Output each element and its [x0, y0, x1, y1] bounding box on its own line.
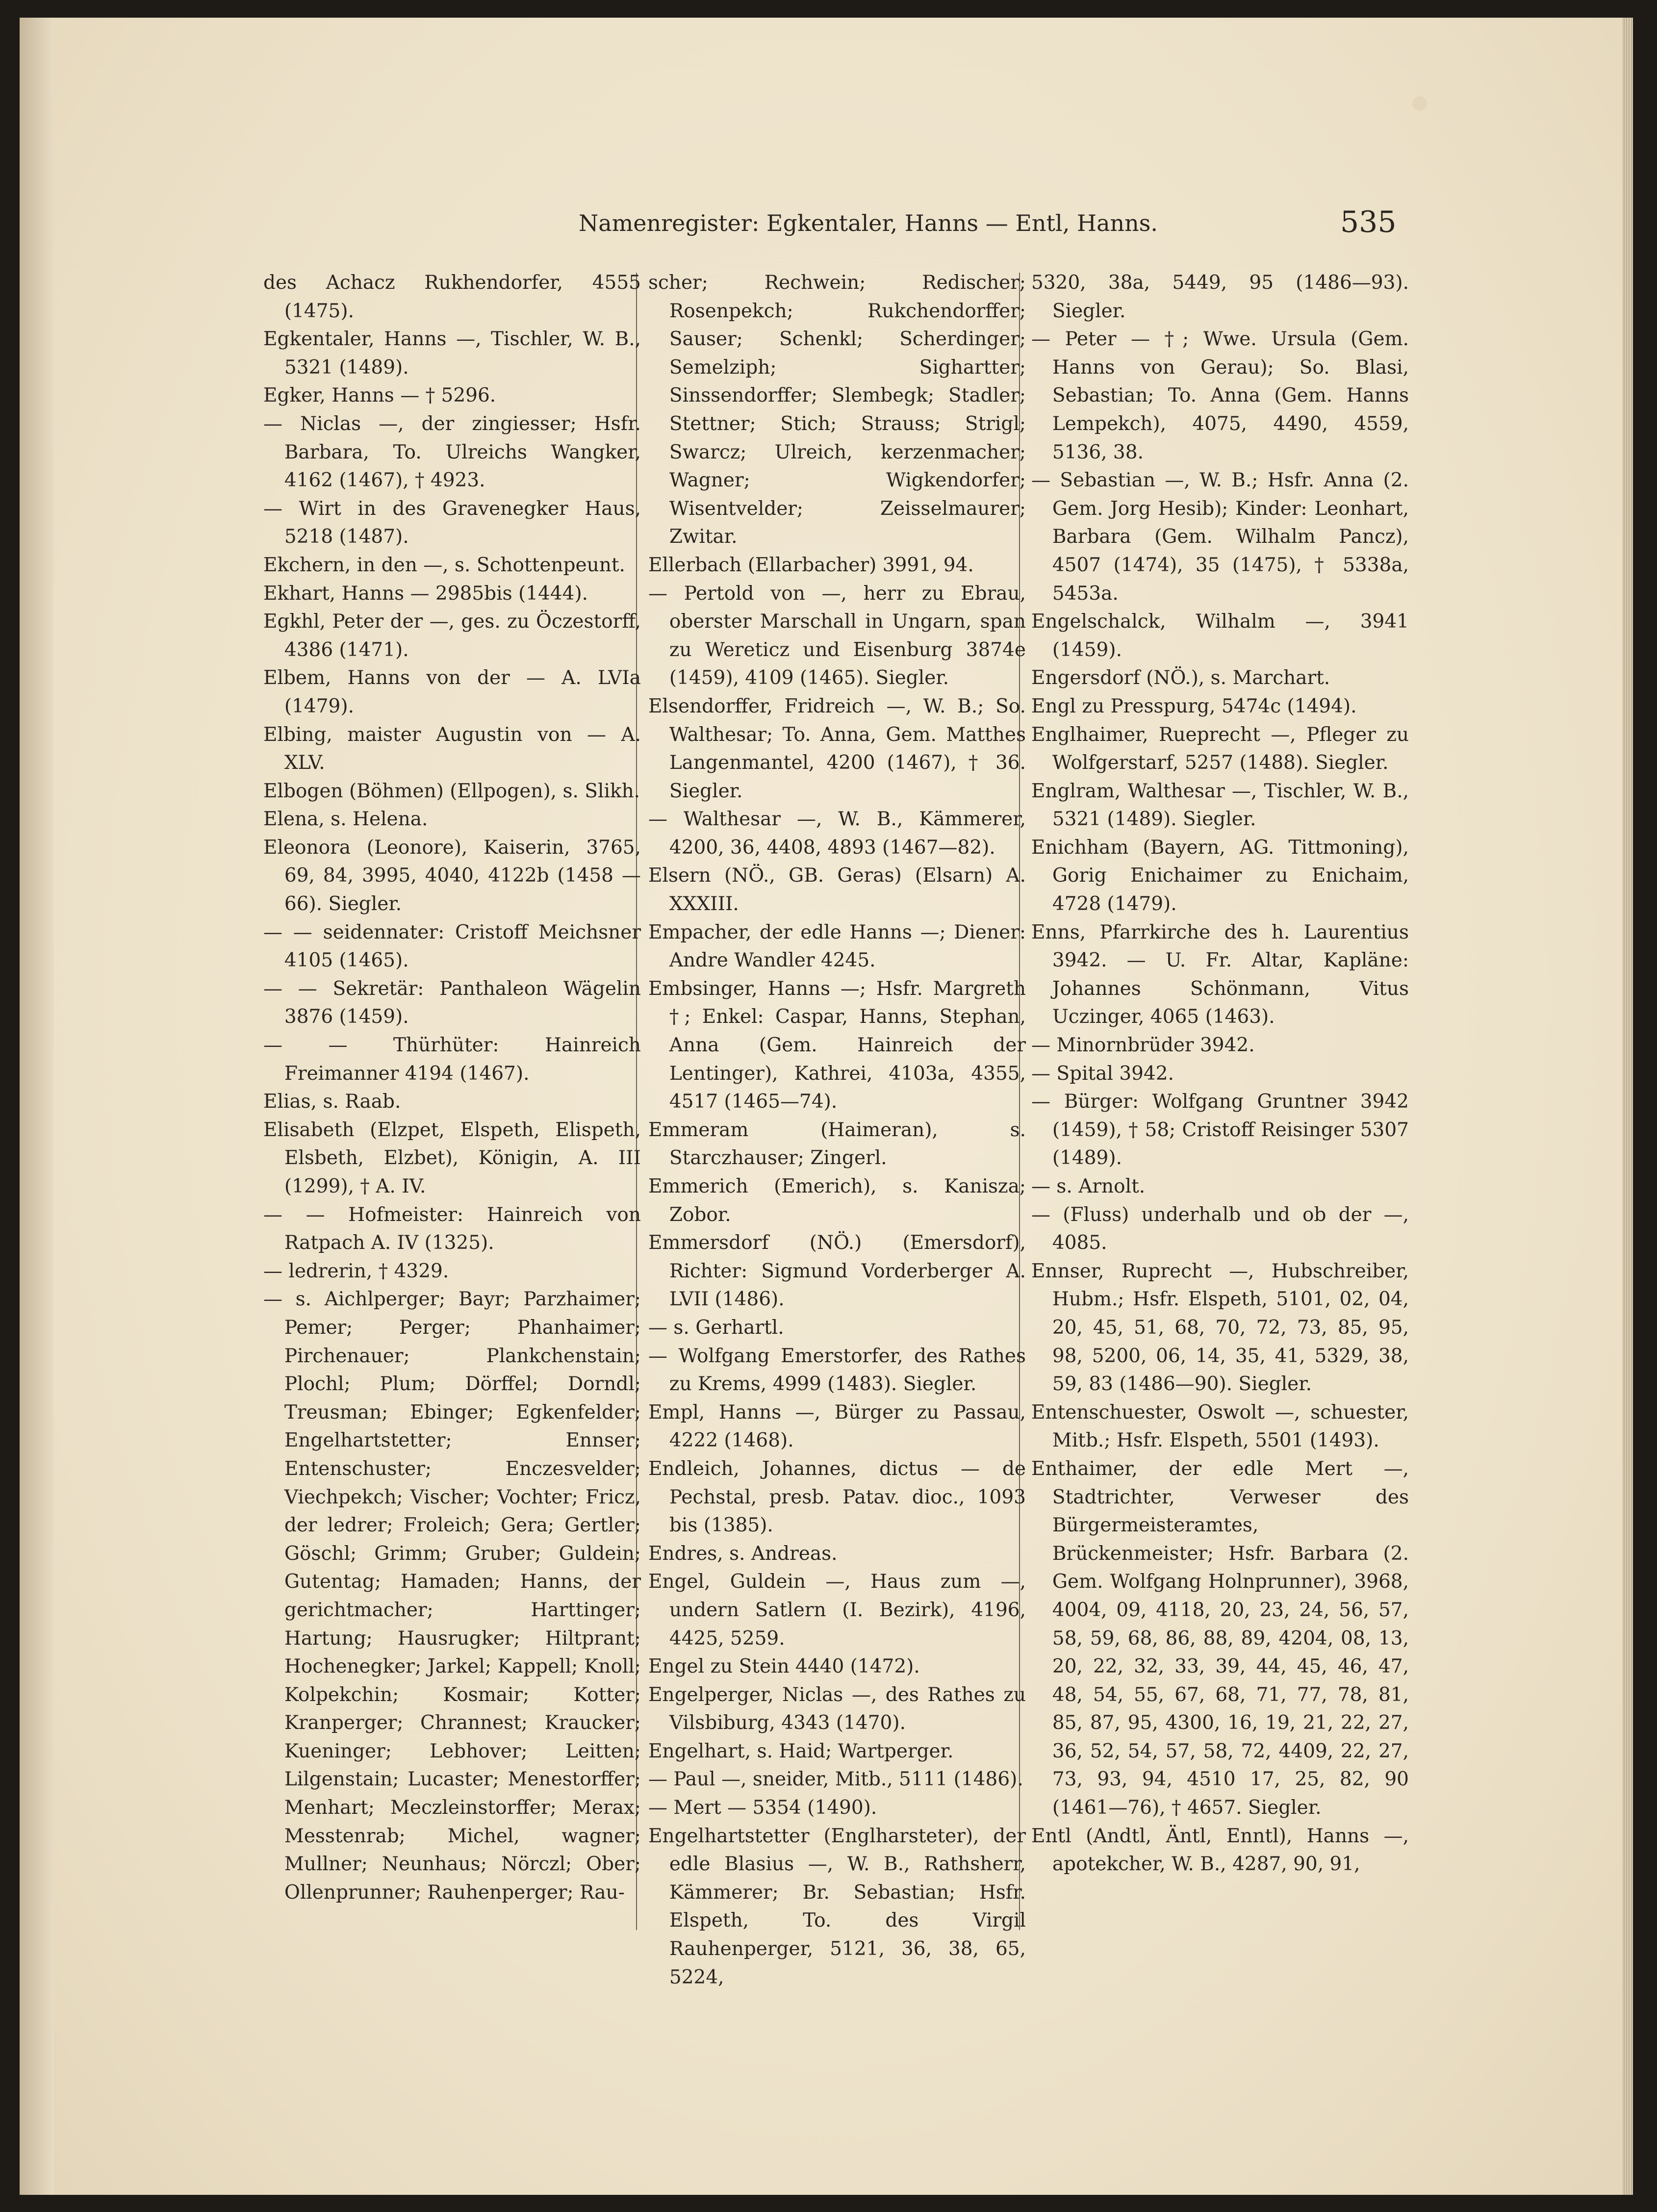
index-entry: — Wolfgang Emerstorfer, des Rathes zu Krems, 4999 (1483). Siegler. — [648, 1345, 1026, 1396]
index-entry: — Wirt in des Gravenegker Haus, 5218 (1487). — [263, 497, 641, 548]
index-entry: Engelhart, s. Haid; Wartperger. — [648, 1740, 954, 1762]
page-gutter — [20, 18, 54, 2195]
page-number: 535 — [1340, 205, 1397, 239]
index-entry: Elisabeth (Elzpet, Elspeth, Elispeth, Elsbeth, Elzbet), Königin, A. III (1299), † A. IV. — [263, 1119, 641, 1197]
page-fore-edge — [1622, 18, 1633, 2195]
index-entry: — Paul —, sneider, Mitb., 5111 (1486). — [648, 1768, 1023, 1791]
index-entry: — Bürger: Wolfgang Gruntner 3942 (1459), † 58; Cristoff Reisinger 5307 (1489). — [1031, 1091, 1409, 1170]
index-entry: Engelhartstetter (Englharsteter), der edle Blasius —, W. B., Rathsherr, Kämmerer; Br. Sebastian; Hsfr. Elspeth, To. des Virgil Rauhenperger, 5121, 36, 38, 65, 5224, — [648, 1825, 1026, 1988]
index-entry: Elbem, Hanns von der — A. LVIa (1479). — [263, 667, 641, 717]
index-entry: Engelschalck, Wilhalm —, 3941 (1459). — [1031, 610, 1409, 661]
index-entry: Elbing, maister Augustin von — A. XLV. — [263, 723, 641, 774]
index-entry: — — Hofmeister: Hainreich von Ratpach A. IV (1325). — [263, 1203, 641, 1254]
index-entry: — ledrerin, † 4329. — [263, 1260, 449, 1282]
index-entry: Eleonora (Leonore), Kaiserin, 3765, 69, 84, 3995, 4040, 4122b (1458 —66). Siegler. — [263, 836, 641, 915]
index-entry: — Peter — †; Wwe. Ursula (Gem. Hanns von Gerau); So. Blasi, Sebastian; To. Anna (Gem. Hanns Lempekch), 4075, 4490, 4559, 5136, 38. — [1031, 328, 1409, 463]
index-entry: Enichham (Bayern, AG. Tittmoning), Gorig Enichaimer zu Enichaim, 4728 (1479). — [1031, 836, 1409, 915]
index-entry: Enthaimer, der edle Mert —, Stadtrichter, Verweser des Bürgermeisteramtes, Brückenmeister; Hsfr. Barbara (2. Gem. Wolfgang Holnprunner), 3968, 4004, 09, 4118, 20, 23, 24, 56, 57, 58, 59, 68, 86, 88, 89, 4204, 08, 13, 20, 22, 32, 33, 39, 44, 45, 46, 47, 48, 54, 55, 67, 68, 71, 77, 78, 81, 85, 87, 95, 4300, 16, 19, 21, 22, 27, 36, 52, 54, 57, 58, 72, 4409, 22, 27, 73, 93, 94, 4510 17, 25, 82, 90 (1461—76), † 4657. Siegler. — [1031, 1457, 1409, 1819]
index-entry: Elena, s. Helena. — [263, 808, 428, 831]
index-entry: — — seidennater: Cristoff Meichsner 4105 (1465). — [263, 921, 641, 972]
index-entry: — — Sekretär: Panthaleon Wägelin 3876 (1459). — [263, 977, 641, 1028]
index-entry: Englram, Walthesar —, Tischler, W. B., 5321 (1489). Siegler. — [1031, 780, 1409, 831]
index-entry: Egkentaler, Hanns —, Tischler, W. B., 5321 (1489). — [263, 328, 641, 379]
book-page — [20, 18, 1633, 2195]
index-entry: Engelperger, Niclas —, des Rathes zu Vilsbiburg, 4343 (1470). — [648, 1683, 1026, 1734]
index-entry: Entl (Andtl, Äntl, Enntl), Hanns —, apotekcher, W. B., 4287, 90, 91, — [1031, 1825, 1409, 1876]
index-entry: — Mert — 5354 (1490). — [648, 1797, 877, 1819]
index-column-3 — [1031, 269, 1409, 1879]
index-entry: — — Thürhüter: Hainreich Freimanner 4194 (1467). — [263, 1034, 641, 1085]
index-entry: — Minornbrüder 3942. — [1031, 1034, 1255, 1057]
index-column-2 — [648, 269, 1026, 1991]
index-entry: Endres, s. Andreas. — [648, 1542, 838, 1565]
index-entry: Engersdorf (NÖ.), s. Marchart. — [1031, 667, 1330, 689]
index-entry: Elbogen (Böhmen) (Ellpogen), s. Slikh. — [263, 780, 640, 802]
index-entry: Entenschuester, Oswolt —, schuester, Mitb.; Hsfr. Elspeth, 5501 (1493). — [1031, 1401, 1409, 1452]
index-column-1 — [263, 269, 641, 1907]
index-entry: Engel, Guldein —, Haus zum —, undern Satlern (I. Bezirk), 4196, 4425, 5259. — [648, 1571, 1026, 1650]
index-entry: Elias, s. Raab. — [263, 1091, 401, 1113]
running-title: Namenregister: Egkentaler, Hanns — Entl, Hanns. — [579, 210, 1158, 236]
index-entry: Empl, Hanns —, Bürger zu Passau, 4222 (1468). — [648, 1401, 1026, 1452]
index-entry: — Sebastian —, W. B.; Hsfr. Anna (2. Gem. Jorg Hesib); Kinder: Leonhart, Barbara (Gem. Wilhalm Pancz), 4507 (1474), 35 (1475), † 5338a, 5453a. — [1031, 469, 1409, 605]
index-entry: Empacher, der edle Hanns —; Diener: Andre Wandler 4245. — [648, 921, 1026, 972]
index-entry: Elsern (NÖ., GB. Geras) (Elsarn) A. XXXIII. — [648, 864, 1026, 915]
index-entry: — s. Aichlperger; Bayr; Parzhaimer; Pemer; Perger; Phanhaimer; Pirchenauer; Plankchenstain; Plochl; Plum; Dörffel; Dorndl; Treusman; Ebinger; Egkenfelder; Engelhartstetter; Ennser; Entenschuster; Enczesvelder; Viechpekch; Vischer; Vochter; Fricz, der ledrer; Froleich; Gera; Gertler; Göschl; Grimm; Gruber; Guldein; Gutentag; Hamaden; Hanns, der gerichtmacher; Harttinger; Hartung; Hausrugker; Hiltprant; Hochenegker; Jarkel; Kappell; Knoll; Kolpekchin; Kosmair; Kotter; Kranperger; Chrannest; Kraucker; Kueninger; Lebhover; Leitten; Lilgenstain; Lucaster; Menestorffer; Menhart; Meczleinstorffer; Merax; Messtenrab; Michel, wagner; Mullner; Neunhaus; Nörczl; Ober; Ollenprunner; Rauhenperger; Rau- — [263, 1288, 641, 1904]
index-entry: — Walthesar —, W. B., Kämmerer, 4200, 36, 4408, 4893 (1467—82). — [648, 808, 1026, 859]
index-entry: Englhaimer, Rueprecht —, Pfleger zu Wolfgerstarf, 5257 (1488). Siegler. — [1031, 723, 1409, 774]
index-entry: Ellerbach (Ellarbacher) 3991, 94. — [648, 554, 974, 576]
index-entry: Elsendorffer, Fridreich —, W. B.; So. Walthesar; To. Anna, Gem. Matthes Langenmantel, 4200 (1467), † 36. Siegler. — [648, 695, 1026, 802]
index-entry: Engl zu Presspurg, 5474c (1494). — [1031, 695, 1357, 717]
index-entry: scher; Rechwein; Redischer; Rosenpekch; Rukchendorffer; Sauser; Schenkl; Scherdinger; Semelziph; Sighartter; Sinssendorffer; Slembegk; Stadler; Stettner; Stich; Strauss; Strigl; Swarcz; Ulreich, kerzenmacher; Wagner; Wigkendorfer; Wisentvelder; Zeisselmaurer; Zwitar. — [648, 272, 1026, 548]
index-entry: des Achacz Rukhendorfer, 4555 (1475). — [263, 272, 641, 322]
index-entry: Ekchern, in den —, s. Schottenpeunt. — [263, 554, 625, 576]
index-entry: Ennser, Ruprecht —, Hubschreiber, Hubm.; Hsfr. Elspeth, 5101, 02, 04, 20, 45, 51, 68, 70, 72, 73, 85, 95, 98, 5200, 06, 14, 35, 41, 5329, 38, 59, 83 (1486—90). Siegler. — [1031, 1260, 1409, 1396]
index-entry: — Niclas —, der zingiesser; Hsfr. Barbara, To. Ulreichs Wangker, 4162 (1467), † 4923. — [263, 412, 641, 492]
index-entry: Engel zu Stein 4440 (1472). — [648, 1655, 920, 1678]
index-entry: — s. Arnolt. — [1031, 1175, 1146, 1197]
index-entry: 5320, 38a, 5449, 95 (1486—93). Siegler. — [1031, 272, 1409, 322]
index-entry: Emmersdorf (NÖ.) (Emersdorf), Richter: Sigmund Vorderberger A. LVII (1486). — [648, 1232, 1026, 1311]
index-entry: Ekhart, Hanns — 2985bis (1444). — [263, 582, 588, 605]
index-entry: — Pertold von —, herr zu Ebrau, oberster Marschall in Ungarn, span zu Wereticz und Eisenburg 3874e (1459), 4109 (1465). Siegler. — [648, 582, 1026, 689]
index-entry: Emmerich (Emerich), s. Kanisza; Zobor. — [648, 1175, 1026, 1226]
index-entry: Endleich, Johannes, dictus — de Pechstal, presb. Patav. dioc., 1093 bis (1385). — [648, 1457, 1026, 1537]
index-entry: — (Fluss) underhalb und ob der —, 4085. — [1031, 1203, 1409, 1254]
index-entry: Egkhl, Peter der —, ges. zu Öczestorff, 4386 (1471). — [263, 610, 641, 661]
index-entry: — Spital 3942. — [1031, 1062, 1174, 1085]
index-entry: — s. Gerhartl. — [648, 1316, 784, 1339]
index-entry: Emmeram (Haimeran), s. Starczhauser; Zingerl. — [648, 1119, 1026, 1170]
index-entry: Enns, Pfarrkirche des h. Laurentius 3942. — U. Fr. Altar, Kapläne: Johannes Schönmann, Vitus Uczinger, 4065 (1463). — [1031, 921, 1409, 1028]
index-entry: Egker, Hanns — † 5296. — [263, 384, 496, 407]
paper-stain — [1412, 96, 1427, 111]
index-entry: Embsinger, Hanns —; Hsfr. Margreth †; Enkel: Caspar, Hanns, Stephan, Anna (Gem. Hainreich der Lentinger), Kathrei, 4103a, 4355, 4517 (1465—74). — [648, 977, 1026, 1113]
